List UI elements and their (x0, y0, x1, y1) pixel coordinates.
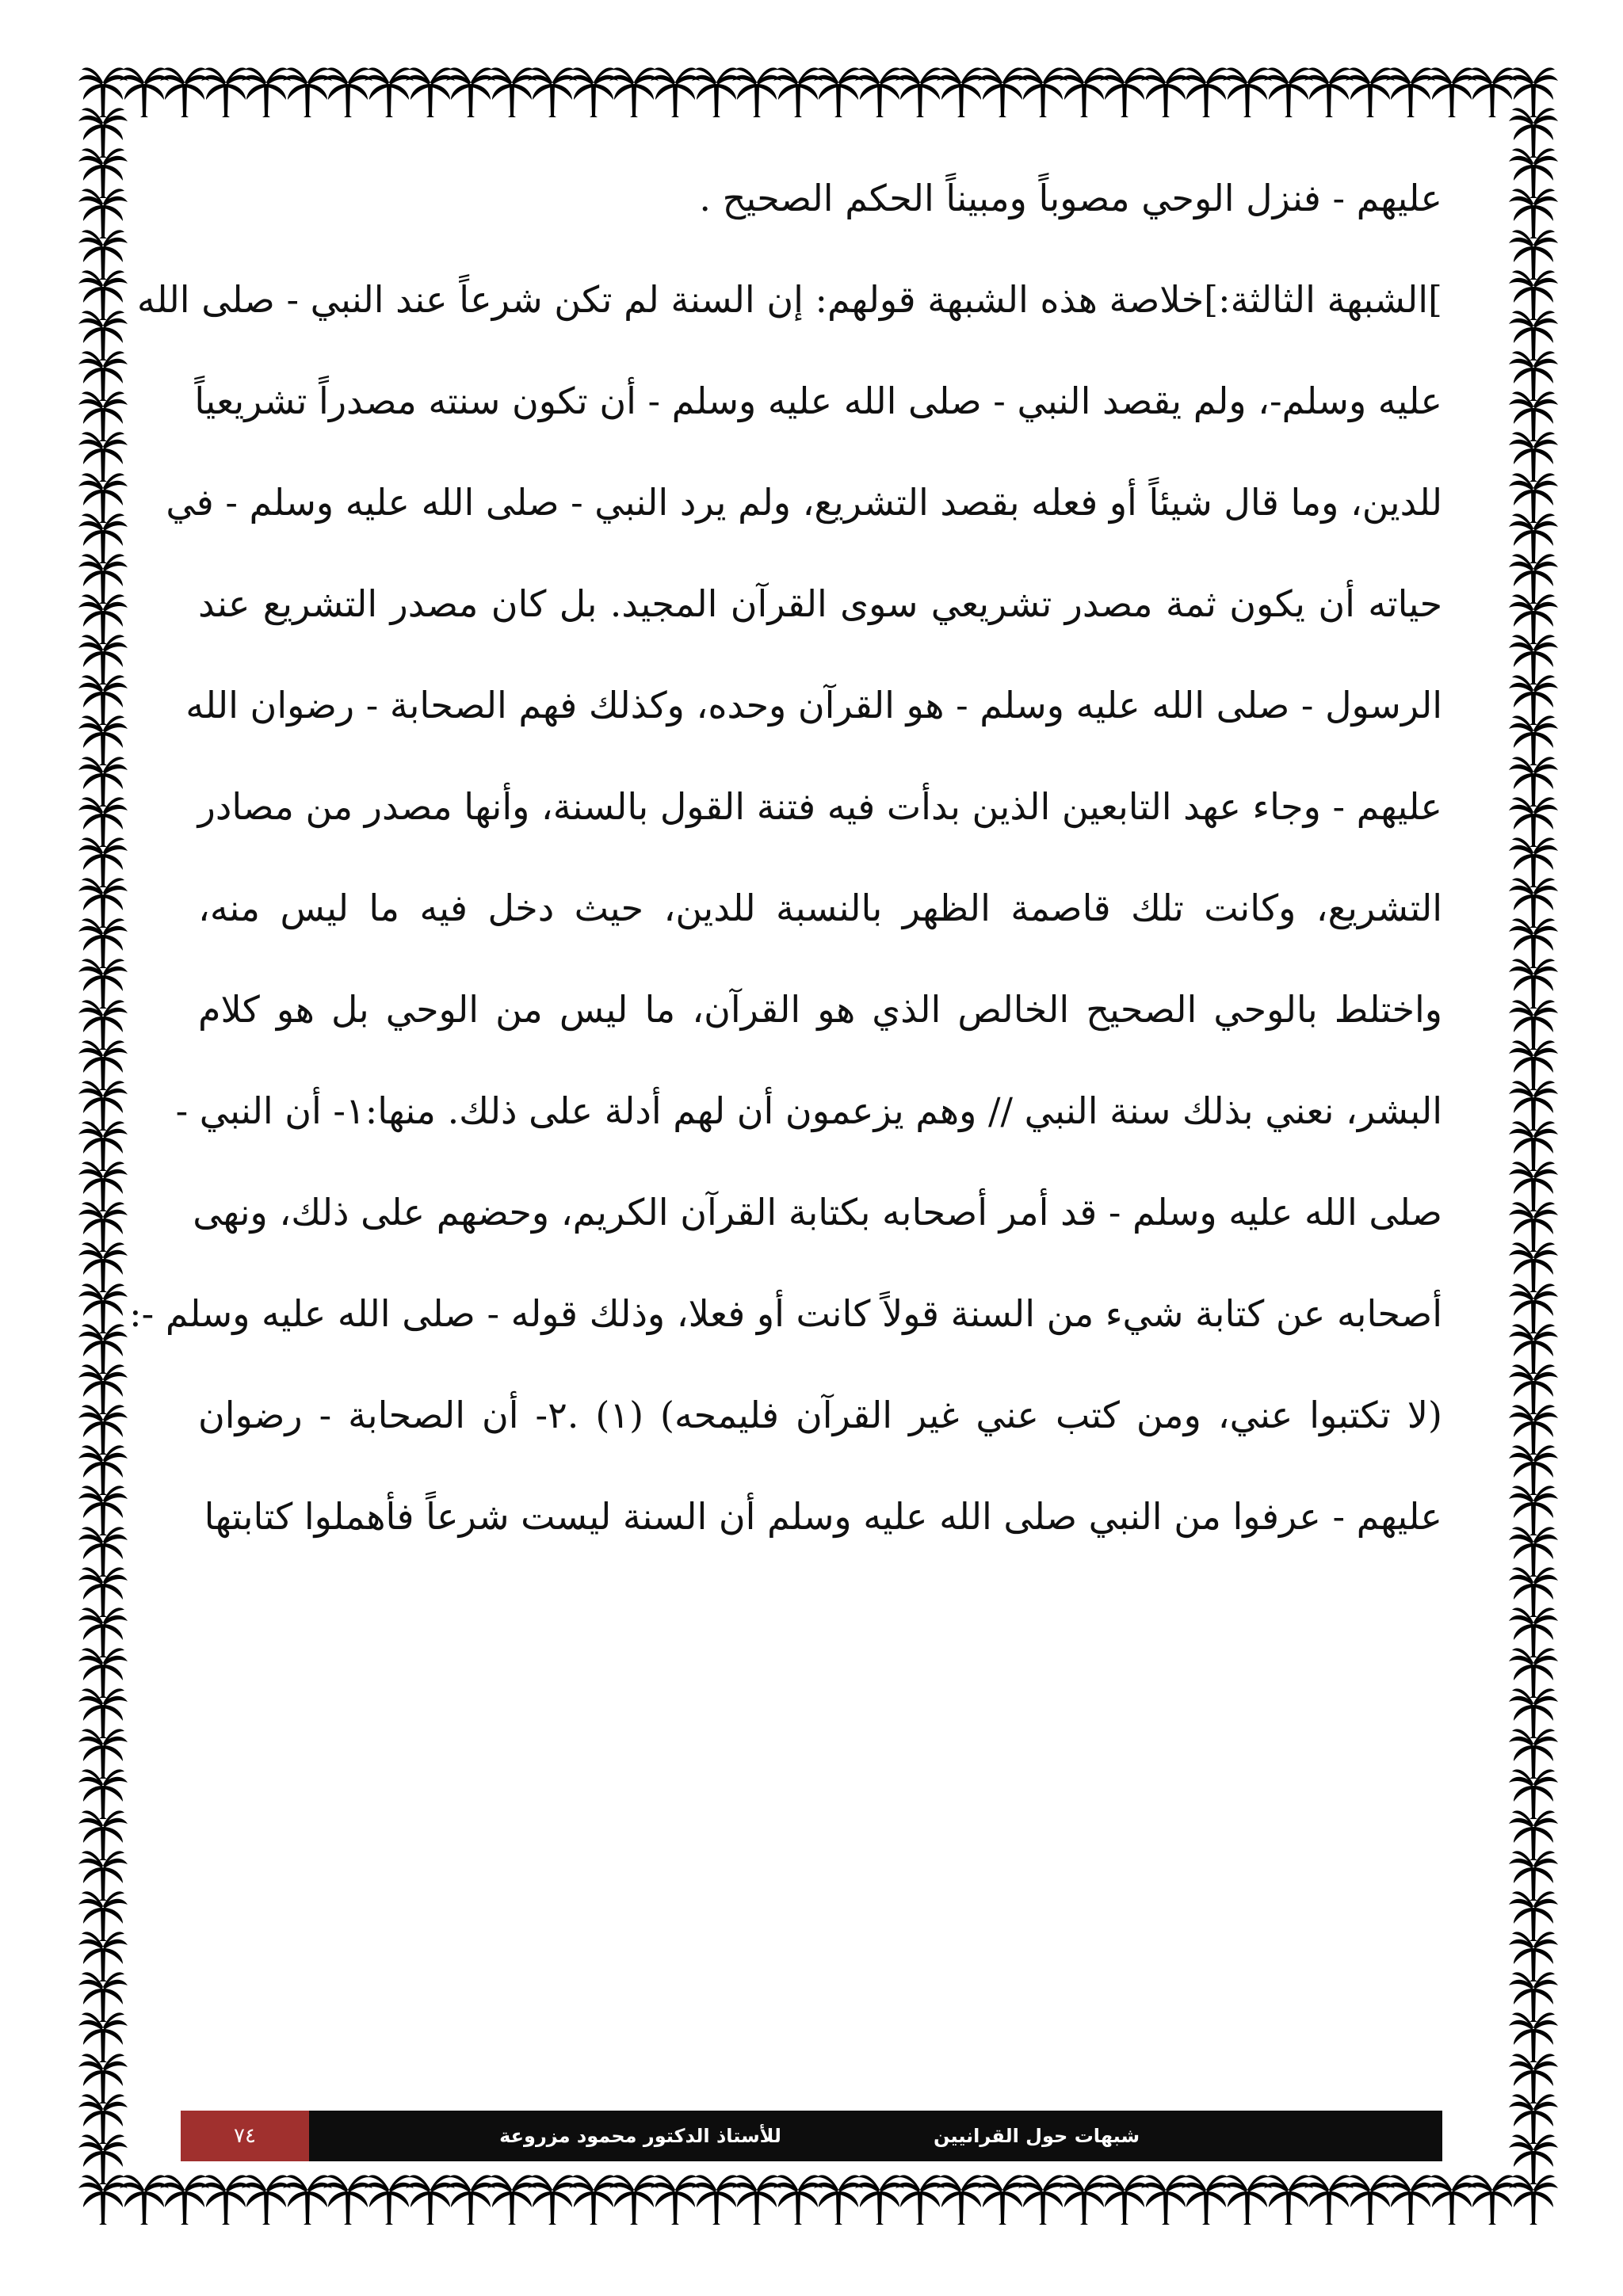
text-line: واختلط بالوحي الصحيح الخالص الذي هو القرآن، ما ليس من الوحي بل هو كلام (198, 988, 1442, 1031)
text-line: البشر، نعني بذلك سنة النبي // وهم يزعمون أن لهم أدلة على ذلك. منها:١- أن النبي - (175, 1089, 1442, 1132)
text-line: أصحابه عن كتابة شيء من السنة قولاً كانت أو فعلا، وذلك قوله - صلى الله عليه وسلم -: (129, 1292, 1442, 1335)
footer-author: للأستاذ الدكتور محمود مزروعة (499, 2125, 781, 2147)
text-line: عليهم - عرفوا من النبي صلى الله عليه وسلم أن السنة ليست شرعاً فأهملوا كتابتها (204, 1495, 1442, 1538)
page-number: ٧٤ (181, 2111, 309, 2161)
text-line: عليهم - فنزل الوحي مصوباً ومبيناً الحكم الصحيح . (699, 177, 1442, 219)
text-line: للدين، وما قال شيئاً أو فعله بقصد التشريع، ولم يرد النبي - صلى الله عليه وسلم - في (166, 481, 1442, 524)
footer-bar (181, 2111, 1442, 2161)
text-line: الرسول - صلى الله عليه وسلم - هو القرآن وحده، وكذلك فهم الصحابة - رضوان الله (185, 684, 1442, 727)
palm-tree-icon (75, 2130, 131, 2186)
text-line: حياته أن يكون ثمة مصدر تشريعي سوى القرآن المجيد. بل كان مصدر التشريع عند (198, 582, 1442, 625)
text-line: عليهم - وجاء عهد التابعين الذين بدأت فيه فتنة القول بالسنة، وأنها مصدر من مصادر (197, 785, 1442, 828)
text-line: (لا تكتبوا عني، ومن كتب عني غير القرآن فليمحه) (١) .٢- أن الصحابة - رضوان (198, 1394, 1442, 1436)
text-line: التشريع، وكانت تلك قاصمة الظهر بالنسبة للدين، حيث دخل فيه ما ليس منه، (198, 887, 1442, 929)
footer-book-title: شبهات حول القرانيين (933, 2125, 1140, 2147)
text-line: عليه وسلم-، ولم يقصد النبي - صلى الله عليه وسلم - أن تكون سنته مصدراً تشريعياً (194, 379, 1442, 422)
text-line: صلى الله عليه وسلم - قد أمر أصحابه بكتابة القرآن الكريم، وحضهم على ذلك، ونهى (193, 1191, 1442, 1234)
text-line: ]الشبهة الثالثة:]خلاصة هذه الشبهة قولهم: إن السنة لم تكن شرعاً عند النبي - صلى الله (136, 278, 1442, 321)
palm-tree-icon (1506, 2130, 1561, 2186)
